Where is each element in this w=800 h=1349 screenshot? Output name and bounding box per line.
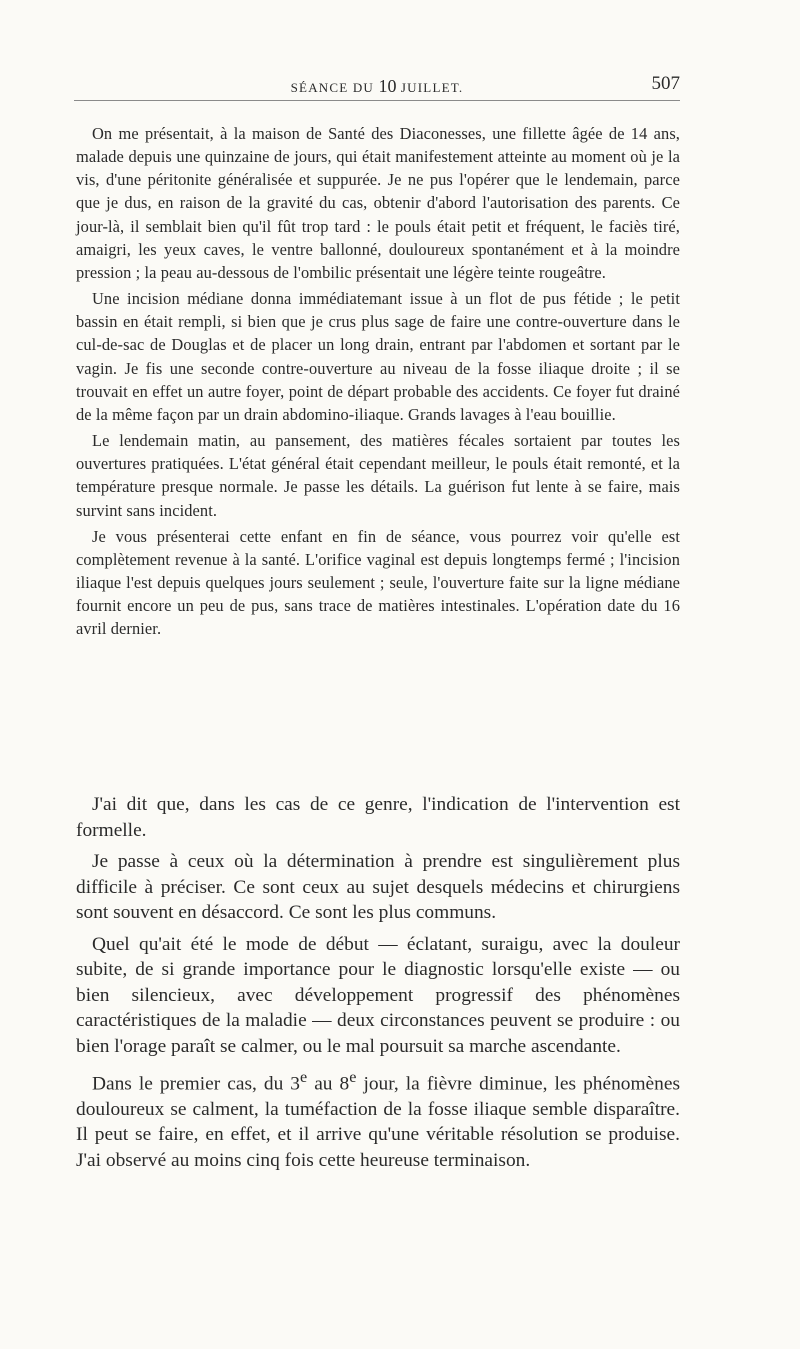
superscript: e [349, 1069, 357, 1086]
paragraph: Je vous présenterai cette enfant en fin de séance, vous pourrez voir qu'elle est complètement revenue à la santé. L'orifice vaginal est depuis longtemps fermé ; l'incision iliaque l'est depuis quelques jours seulement ; seule, l'ouverture faite sur la ligne médiane fournit encore un peu de pus, sans trace de matières intestinales. L'opération date du 16 avril dernier. [76, 526, 680, 639]
running-head-suffix: JUILLET. [400, 80, 464, 95]
paragraph: Le lendemain matin, au pansement, des matières fécales sortaient par toutes les ouvertures pratiquées. L'état général était cependant meilleur, le pouls était remonté, et la température presque normale. Je passe les détails. La guérison fut lente à se faire, mais survint sans incident. [76, 431, 680, 520]
paragraph-last [76, 1065, 680, 1173]
paragraph: On me présentait, à la maison de Santé des Diaconesses, une fillette âgée de 14 ans, malade depuis une quinzaine de jours, qui était manifestement atteinte au moment où je la vis, d'une péritonite généralisée et suppurée. Je ne pus l'opérer que le lendemain, parce que je dus, en raison de la gravité du cas, obtenir d'abord l'autorisation des parents. Ce jour-là, il semblait bien qu'il fût trop tard : le pouls était petit et fréquent, le faciès tiré, amaigri, les yeux caves, le ventre ballonné, douloureux spontanément et à la moindre pression ; la peau au-dessous de l'ombilic présentait une légère teinte rougeâtre. [76, 124, 680, 282]
paragraph: Une incision médiane donna immédiatemant issue à un flot de pus fétide ; le petit bassin en était rempli, si bien que je crus plus sage de faire une contre-ouverture dans le cul-de-sac de Douglas et de placer un long drain, entrant par l'abdomen et sortant par le vagin. Je fis une seconde contre-ouverture au niveau de la fosse iliaque droite ; il se trouvait en effet un autre foyer, point de départ probable des accidents. Ce foyer fut drainé de la même façon par un drain abdomino-iliaque. Grands lavages à l'eau bouillie. [76, 289, 680, 424]
running-head-prefix: SÉANCE DU [290, 80, 375, 95]
text-segment: jour, la fièvre diminue, les phénomènes douloureux se calment, la tuméfaction de la fosse iliaque semble disparaître. Il peut se faire, en effet, et il arrive qu'une véritable résolution se produise. J'ai observé au moins cinq fois cette heureuse terminaison. [76, 1073, 680, 1171]
main-text [76, 792, 680, 1173]
text-segment: Dans le premier cas, du 3 [92, 1073, 300, 1095]
case-report-text [76, 122, 680, 640]
page-header [74, 70, 680, 101]
paragraph: Quel qu'ait été le mode de début — éclatant, suraigu, avec la douleur subite, de si grande importance pour le diagnostic lorsqu'elle existe — ou bien silencieux, avec développement progressif des phénomènes caractéristiques de la maladie — deux circonstances peuvent se produire : ou bien l'orage paraît se calmer, ou le mal poursuit sa marche ascendante. [76, 933, 680, 1057]
text-segment: au 8 [307, 1073, 350, 1095]
running-head [74, 76, 680, 97]
paragraph: Je passe à ceux où la détermination à prendre est singulièrement plus difficile à préciser. Ce sont ceux au sujet desquels médecins et chirurgiens sont souvent en désaccord. Ce sont les plus communs. [76, 851, 680, 923]
paragraph: J'ai dit que, dans les cas de ce genre, l'indication de l'intervention est formelle. [76, 794, 680, 841]
running-head-day: 10 [378, 76, 397, 96]
superscript: e [300, 1069, 308, 1086]
page-number: 507 [651, 73, 680, 94]
